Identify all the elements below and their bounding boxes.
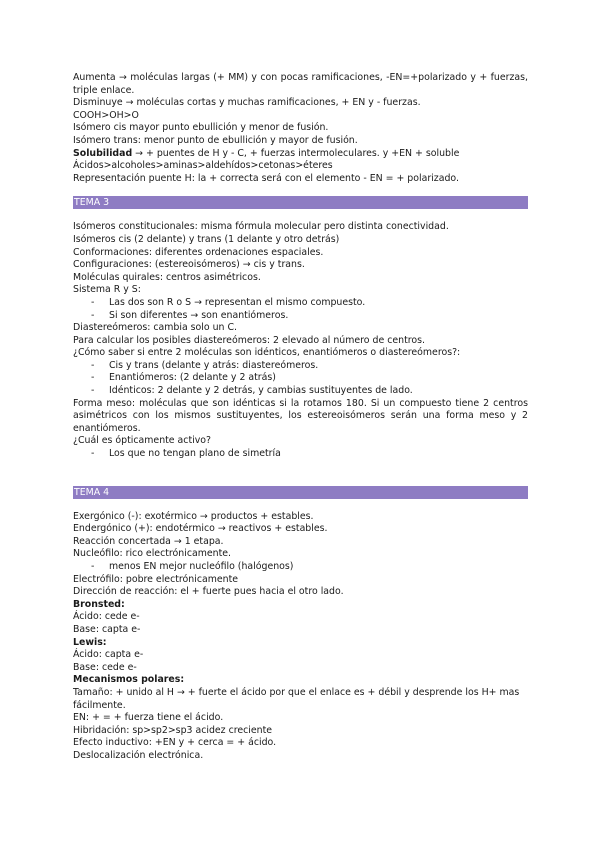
text-line: Tamaño: + unido al H → + fuerte el ácido por que el enlace es + débil y desprende los H+ mas fácilmente. [73, 686, 520, 711]
text-line: Isómeros cis (2 delante) y trans (1 delante y otro detrás) [73, 233, 340, 245]
section-header-tema-3: TEMA 3 [73, 196, 528, 209]
dash-marker: - [91, 561, 95, 572]
dash-marker: - [91, 296, 95, 308]
text-line: COOH>OH>O [73, 109, 139, 121]
text-line: ¿Cuál es ópticamente activo? [73, 435, 211, 447]
text-line: Ácido: cede e- [73, 611, 140, 623]
subheading: Mecanismos polares: [73, 674, 185, 686]
dash-marker: - [91, 385, 95, 397]
text-line: Electrófilo: pobre electrónicamente [73, 573, 239, 585]
bullet-item [73, 372, 528, 385]
text-line: Dirección de reacción: el + fuerte pues hacia el otro lado. [73, 586, 344, 598]
subheading: Lewis: [73, 636, 107, 648]
bullet-item [73, 297, 528, 310]
bullet-text: Idénticos: 2 delante y 2 detrás, y cambias sustituyentes de lado. [109, 385, 413, 397]
tema-3-block [73, 221, 528, 460]
bullet-text: Si son diferentes → son enantiómeros. [109, 309, 289, 321]
subheading: Bronsted: [73, 598, 125, 610]
text-line: Diastereómeros: cambia solo un C. [73, 322, 237, 334]
text-line: Efecto inductivo: +EN y + cerca = + ácido. [73, 737, 277, 749]
bullet-item [73, 310, 528, 323]
dash-marker: - [91, 309, 95, 321]
text-line: Sistema R y S: [73, 284, 141, 296]
text-line: Reacción concertada → 1 etapa. [73, 535, 224, 547]
dash-marker: - [91, 448, 95, 460]
text-line: Base: cede e- [73, 661, 137, 673]
bold-term: Solubilidad [73, 147, 133, 159]
bullet-text: Cis y trans (delante y atrás: diastereómeros. [109, 359, 319, 371]
text-line: Ácidos>alcoholes>aminas>aldehídos>cetonas>éteres [73, 160, 333, 172]
tema-4-block [73, 511, 528, 763]
text-line: Configuraciones: (estereoisómeros) → cis y trans. [73, 259, 305, 271]
text-line: Para calcular los posibles diastereómeros: 2 elevado al número de centros. [73, 334, 426, 346]
bullet-item [73, 385, 528, 398]
text-line: ¿Cómo saber si entre 2 moléculas son idénticos, enantiómeros o diastereómeros?: [73, 347, 461, 359]
bullet-item [73, 448, 528, 461]
text-line [73, 148, 528, 161]
text-line: Endergónico (+): endotérmico → reactivos + estables. [73, 523, 328, 535]
dash-marker: - [91, 359, 95, 371]
text-line: Disminuye → moléculas cortas y muchas ramificaciones, + EN y - fuerzas. [73, 97, 421, 109]
text-line: Isómero cis mayor punto ebullición y menor de fusión. [73, 122, 329, 134]
text-line: Hibridación: sp>sp2>sp3 acidez creciente [73, 724, 273, 736]
text-line: Representación puente H: la + correcta será con el elemento - EN = + polarizado. [73, 172, 459, 184]
bullet-text: menos EN mejor nucleófilo (halógenos) [109, 561, 294, 572]
text-line: Forma meso: moléculas que son idénticas si la rotamos 180. Si un compuesto tiene 2 centros asimétricos con los mismos sustituyentes, los estereoisómeros serán una forma meso y 2 enantiómeros. [73, 397, 528, 434]
intro-block [73, 72, 528, 185]
text-span: → + puentes de H y - C, + fuerzas intermoleculares. y +EN + soluble [132, 147, 460, 159]
text-line: Isómeros constitucionales: misma fórmula molecular pero distinta conectividad. [73, 221, 449, 233]
text-line: Deslocalización electrónica. [73, 749, 204, 761]
dash-marker: - [91, 372, 95, 384]
section-header-tema-4: TEMA 4 [73, 486, 528, 499]
document-page [73, 72, 528, 763]
text-line: Nucleófilo: rico electrónicamente. [73, 548, 231, 560]
text-line: Isómero trans: menor punto de ebullición y mayor de fusión. [73, 134, 358, 146]
bullet-text: Las dos son R o S → representan el mismo compuesto. [109, 296, 366, 308]
text-line: Conformaciones: diferentes ordenaciones espaciales. [73, 246, 324, 258]
text-line: Exergónico (-): exotérmico → productos + estables. [73, 510, 314, 522]
text-line: Ácido: capta e- [73, 649, 144, 661]
text-line: Base: capta e- [73, 623, 141, 635]
text-line: EN: + = + fuerza tiene el ácido. [73, 712, 224, 724]
text-line: Aumenta → moléculas largas (+ MM) y con pocas ramificaciones, -EN=+polarizado y + fuerzas, triple enlace. [73, 72, 528, 96]
bullet-text: Los que no tengan plano de simetría [109, 448, 281, 460]
bullet-text: Enantiómeros: (2 delante y 2 atrás) [109, 372, 276, 384]
bullet-item [73, 360, 528, 373]
text-line: Moléculas quirales: centros asimétricos. [73, 271, 261, 283]
bullet-item [73, 561, 528, 574]
